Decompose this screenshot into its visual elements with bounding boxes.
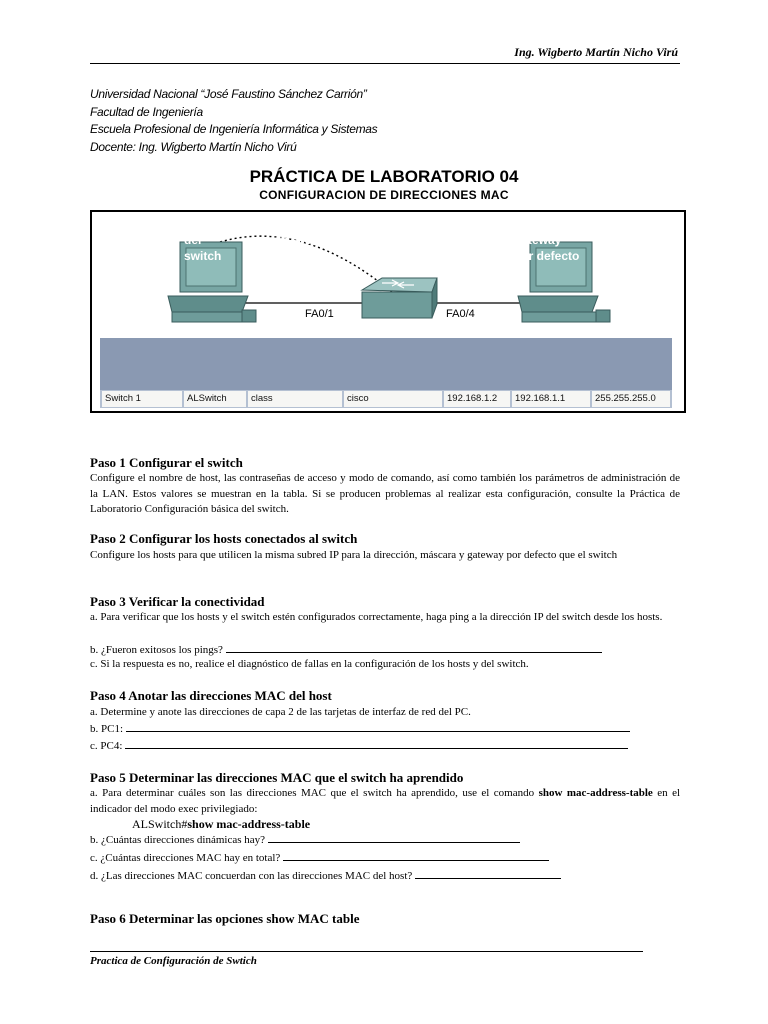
- port-label-fa04: FA0/4: [446, 308, 475, 320]
- step4-b-line: [90, 721, 630, 736]
- cell-vty-console-password: cisco: [344, 391, 442, 407]
- step5-title: Paso 5 Determinar las direcciones MAC que el switch ha aprendido: [90, 770, 464, 785]
- step5-c-line: [90, 850, 549, 865]
- header-subnet-mask: Máscara de subred: [594, 217, 652, 247]
- step2-title: Paso 2 Configurar los hosts conectados al switch: [90, 531, 358, 546]
- step5-d-question: d. ¿Las direcciones MAC concuerdan con las direcciones MAC del host?: [90, 870, 413, 882]
- answer-line-pc4-mac[interactable]: [125, 738, 628, 749]
- header-switch-name: Nombre del switch: [184, 217, 230, 263]
- header-vlan1-ip: Dirección IP de VLAN 1: [446, 217, 501, 263]
- header-vty-console-passwords: Contraseñas enable, de VTY y de consola: [346, 217, 432, 263]
- step3-title: Paso 3 Verificar la conectividad: [90, 594, 265, 609]
- cell-subnet-mask: 255.255.255.0: [592, 391, 670, 407]
- cell-enable-secret: class: [248, 391, 342, 407]
- answer-line-pc1-mac[interactable]: [126, 721, 630, 732]
- step3-b-line: [90, 642, 602, 657]
- step5-prompt: ALSwitch#: [132, 817, 188, 831]
- answer-line-pings[interactable]: [226, 642, 602, 653]
- cell-switch-name: ALSwitch: [184, 391, 246, 407]
- network-topology-figure: [90, 210, 686, 413]
- footer-text: Practica de Configuración de Swtich: [90, 955, 257, 967]
- cell-switch-designation: Switch 1: [102, 391, 182, 407]
- step6-title: Paso 6 Determinar las opciones show MAC table: [90, 911, 360, 926]
- document-subtitle: CONFIGURACION DE DIRECCIONES MAC: [259, 188, 509, 202]
- step4-title: Paso 4 Anotar las direcciones MAC del host: [90, 688, 332, 703]
- step5-a: [90, 786, 680, 817]
- cell-vlan1-ip: 192.168.1.2: [444, 391, 510, 407]
- header-enable-secret: Contraseña enable secret: [250, 217, 327, 247]
- step3-c: c. Si la respuesta es no, realice el diagnóstico de fallas en la configuración de los hosts y del switch.: [90, 658, 529, 670]
- footer-rule: [90, 951, 643, 952]
- header-default-gateway: IP del gateway por defecto: [514, 217, 580, 263]
- teacher-name: Docente: Ing. Wigberto Martín Nicho Virú: [90, 139, 297, 154]
- step5-command-line: [132, 817, 310, 831]
- step5-a-text2: en el indicador del modo exec privilegiado:: [90, 787, 681, 815]
- answer-line-dynamic-count[interactable]: [268, 832, 520, 843]
- header-rule: [90, 63, 680, 64]
- cell-default-gateway: 192.168.1.1: [512, 391, 590, 407]
- step1-body: Configure el nombre de host, las contraseñas de acceso y modo de comando, así como también los parámetros de administración de la LAN. Estos valores se muestran en la tabla. Si se producen problemas al realizar esta configuración, consulte la Práctica de Laboratorio Configuración básica del switch.: [90, 472, 680, 515]
- page-header-author: Ing. Wigberto Martín Nicho Virú: [514, 45, 678, 59]
- step2-body: Configure los hosts para que utilicen la misma subred IP para la dirección, máscara y gateway por defecto que el switch: [90, 549, 618, 561]
- step5-b-question: b. ¿Cuántas direcciones dinámicas hay?: [90, 834, 266, 846]
- document-title: PRÁCTICA DE LABORATORIO 04: [249, 167, 519, 186]
- step3-b-question: b. ¿Fueron exitosos los pings?: [90, 644, 223, 656]
- step5-d-line: [90, 868, 561, 883]
- step1-title: Paso 1 Configurar el switch: [90, 455, 243, 470]
- step5-command-inline: show mac-address-table: [538, 787, 653, 799]
- school-name: Escuela Profesional de Ingeniería Informática y Sistemas: [90, 122, 378, 136]
- step5-c-question: c. ¿Cuántas direcciones MAC hay en total?: [90, 852, 281, 864]
- answer-line-total-mac[interactable]: [283, 850, 549, 861]
- step3-a: a. Para verificar que los hosts y el switch estén configurados correctamente, haga ping a la dirección IP del switch desde los hosts.: [90, 611, 663, 623]
- faculty-name: Facultad de Ingeniería: [90, 104, 203, 119]
- step5-b-line: [90, 832, 520, 847]
- switch-icon: [362, 278, 437, 318]
- header-switch-designation: Designación del switch: [104, 217, 176, 247]
- step5-a-text1: a. Para determinar cuáles son las direcciones MAC que el switch ha aprendido, use el comando: [90, 787, 535, 799]
- step4-pc1-label: b. PC1:: [90, 723, 124, 735]
- university-name: Universidad Nacional “José Faustino Sánchez Carrión”: [90, 87, 367, 101]
- institution-block: [90, 86, 377, 156]
- step4-c-line: [90, 738, 628, 753]
- step4-a: a. Determine y anote las direcciones de capa 2 de las tarjetas de interfaz de red del PC.: [90, 706, 471, 718]
- port-label-fa01: FA0/1: [305, 308, 334, 320]
- answer-line-mac-match[interactable]: [415, 868, 561, 879]
- step5-command: show mac-address-table: [187, 817, 311, 831]
- step4-pc4-label: c. PC4:: [90, 740, 123, 752]
